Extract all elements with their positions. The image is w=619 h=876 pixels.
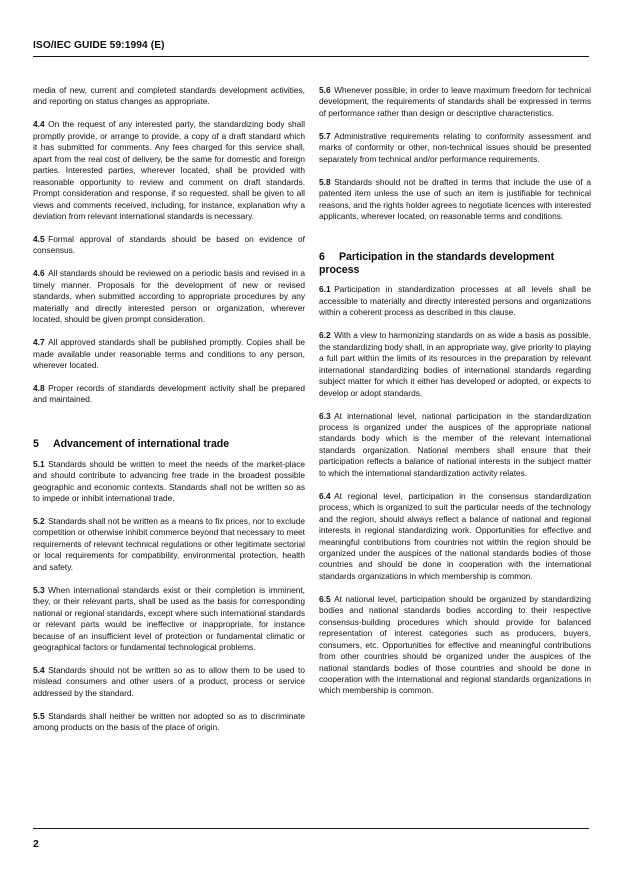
paragraph-text: When international standards exist or their completion is imminent, they, or their relevant parts, shall be used as the basis for corresponding national or regional standards, except where such international standards or relevant parts would be ineffective or inappropriate, for instance because of an insufficient level of protection or fundamental climatic or geographical factors or fundamental technological problems. — [33, 584, 305, 652]
clause-paragraph-4.6 — [33, 268, 305, 325]
paragraph-text: Whenever possible, in order to leave maximum freedom for technical development, the requirements of standards shall be expressed in terms of performance rather than design or descriptive characteristics. — [319, 85, 591, 118]
clause-paragraph-4.5 — [33, 234, 305, 257]
paragraph-text: Participation in standardization processes at all levels shall be accessible to materially and directly interested persons and organizations within a coherent process as described in this clause. — [319, 284, 591, 318]
paragraph-number: 5.7 — [319, 130, 331, 141]
clause-paragraph-5.1 — [33, 459, 305, 505]
paragraph-text: Standards should not be written so as to allow them to be used to mislead consumers and other users of a product, process or service addressed by the standard. — [33, 664, 305, 698]
paragraph-number: 5.8 — [319, 176, 331, 187]
paragraph-number: 6.4 — [319, 490, 331, 501]
paragraph-text: Standards should not be drafted in terms that include the use of a patented item unless the use of such an item is justifiable for technical reasons, and the rights holder agrees to negotiate licences with interested applicants, wherever located, on reasonable terms and conditions. — [319, 176, 591, 222]
clause-spacer — [33, 417, 305, 438]
paragraph-text: Proper records of standards development activity shall be prepared and maintained. — [33, 383, 305, 405]
document-standard-reference: ISO/IEC GUIDE 59:1994 (E) — [33, 40, 165, 51]
clause-paragraph-4.7 — [33, 337, 305, 371]
paragraph-number: 5.4 — [33, 664, 45, 675]
paragraph-number: 5.3 — [33, 584, 45, 595]
clause-paragraph-6.1 — [319, 284, 591, 318]
paragraph-number: 5.1 — [33, 458, 45, 469]
paragraph-number: 4.5 — [33, 233, 45, 244]
paragraph-number: 4.6 — [33, 268, 45, 279]
paragraph-text: With a view to harmonizing standards on as wide a basis as possible, the standardizing body shall, in an appropriate way, give priority to playing a full part within the limits of its resources in the preparation by relevant international standardizing bodies of international standards regarding subject matter for which it either has developed or adopted, or expects to develop or adopt standards. — [319, 330, 591, 398]
clause-paragraph-6.4 — [319, 491, 591, 583]
page-footer — [33, 828, 589, 850]
clause-paragraph-5.3 — [33, 585, 305, 654]
two-column-body — [33, 85, 591, 810]
paragraph-number: 5.2 — [33, 515, 45, 526]
paragraph-text: Standards should be written to meet the needs of the market-place and should contribute to advancing free trade in the broadest possible geographic and economic contexts. Standards shall not be written so as to impede or inhibit international trade. — [33, 458, 305, 503]
paragraph-text: All standards should be reviewed on a periodic basis and revised in a timely manner. Proposals for the development of new or revised standards, when submitted according to appropriate procedures by any materially and directly interested person or organization, wherever located, should be given prompt consideration. — [33, 268, 305, 325]
clause-paragraph-5.8 — [319, 177, 591, 223]
clause-paragraph-5.6 — [319, 85, 591, 119]
paragraph-number: 6.3 — [319, 410, 331, 421]
paragraph-text: At national level, participation should be organized by standardizing bodies and national standards bodies according to their respective consensus-building procedures which should provide for balanced representation of interest categories such as producers, buyers, consumers, etc. Opportunities for effective and meaningful contributions from other countries should be organized under the auspices of the national standards bodies of those countries and should be done in cooperation with the international and regional standards organizations in which membership is common. — [319, 593, 591, 696]
paragraph-text: On the request of any interested party, the standardizing body shall promptly provide, or arrange to provide, a copy of a draft standard which it has submitted for comments. Any fees charged for this service shall, apart from the real cost of delivery, be the same for domestic and foreign parties. Interested parties, wherever located, shall be provided with reasonable opportunity to review and comment on draft standards. Prompt consideration and response, if so requested, shall be given to all views and comments received, including, for instance, explanation why a deviation from relevant international standards is necessary. — [33, 119, 305, 222]
running-header — [33, 40, 589, 57]
right-text-column — [319, 85, 591, 810]
paragraph-text: Formal approval of standards should be based on evidence of consensus. — [33, 233, 305, 256]
header-divider-rule — [33, 56, 589, 57]
paragraph-text: All approved standards shall be published promptly. Copies shall be made available under reasonable terms and conditions to any person, wherever located. — [33, 337, 305, 371]
paragraph-text: At international level, national participation in the standardization process is organized under the auspices of the appropriate national standards body which is the member of the relevant international standards organization. National members shall ensure that their participation reflects a balance of national interests in the subject matter to which the international standardization activity relates. — [319, 410, 591, 478]
paragraph-number: 6.1 — [319, 284, 331, 295]
paragraph-text: Standards shall not be written as a means to fix prices, nor to exclude competition or otherwise inhibit commerce beyond that necessary to meet requirements of relevant technical regulations or other legitimate sectorial or local requirements for compatibility, environmental protection, health and safety. — [33, 515, 305, 572]
paragraph-number: 4.8 — [33, 383, 45, 394]
page-number: 2 — [33, 839, 39, 850]
clause-paragraph-5.7 — [319, 131, 591, 165]
clause-paragraph-5.5 — [33, 711, 305, 734]
paragraph-text: Administrative requirements relating to conformity assessment and marks of conformity or other, non-technical issues should be presented separately from technical and/or performance requirements. — [319, 130, 591, 164]
paragraph-number: 4.4 — [33, 119, 45, 130]
paragraph-number: 5.6 — [319, 85, 331, 95]
clause-number: 6 — [319, 251, 325, 264]
clause-number: 5 — [33, 438, 39, 451]
paragraph-number: 6.5 — [319, 593, 331, 604]
clause-paragraph-5.2 — [33, 516, 305, 573]
paragraph-text: At regional level, participation in the consensus standardization process, which is organized to suit the particular needs of the technology and the region, should always reflect a balance of national and regional interests in regional standardizing work. Opportunities for effective and meaningful contributions from countries not within the region should be organized under the auspices of the national standards bodies of those countries and should be done in cooperation with the international standards organizations in which membership is common. — [319, 490, 591, 581]
clause-heading-6 — [319, 251, 591, 277]
paragraph-text: media of new, current and completed standards development activities, and reporting on status changes as appropriate. — [33, 85, 305, 107]
paragraph-number: 5.5 — [33, 710, 45, 721]
clause-heading-5 — [33, 438, 305, 451]
clause-paragraph-6.2 — [319, 330, 591, 399]
paragraph-number: 6.2 — [319, 330, 331, 341]
clause-title: Advancement of international trade — [53, 438, 230, 451]
clause-paragraph-5.4 — [33, 665, 305, 699]
clause-paragraph-4.8 — [33, 383, 305, 406]
clause-paragraph-6.3 — [319, 411, 591, 480]
clause-paragraph-6.5 — [319, 594, 591, 697]
paragraph-text: Standards shall neither be written nor adopted so as to discriminate among products on the basis of the place of origin. — [33, 710, 305, 733]
paragraph-number: 4.7 — [33, 337, 45, 348]
continued-paragraph — [33, 85, 305, 108]
clause-spacer — [319, 234, 591, 251]
footer-divider-rule — [33, 828, 589, 829]
clause-paragraph-4.4 — [33, 119, 305, 222]
clause-title: Participation in the standards development process — [319, 251, 555, 277]
left-text-column — [33, 85, 305, 810]
